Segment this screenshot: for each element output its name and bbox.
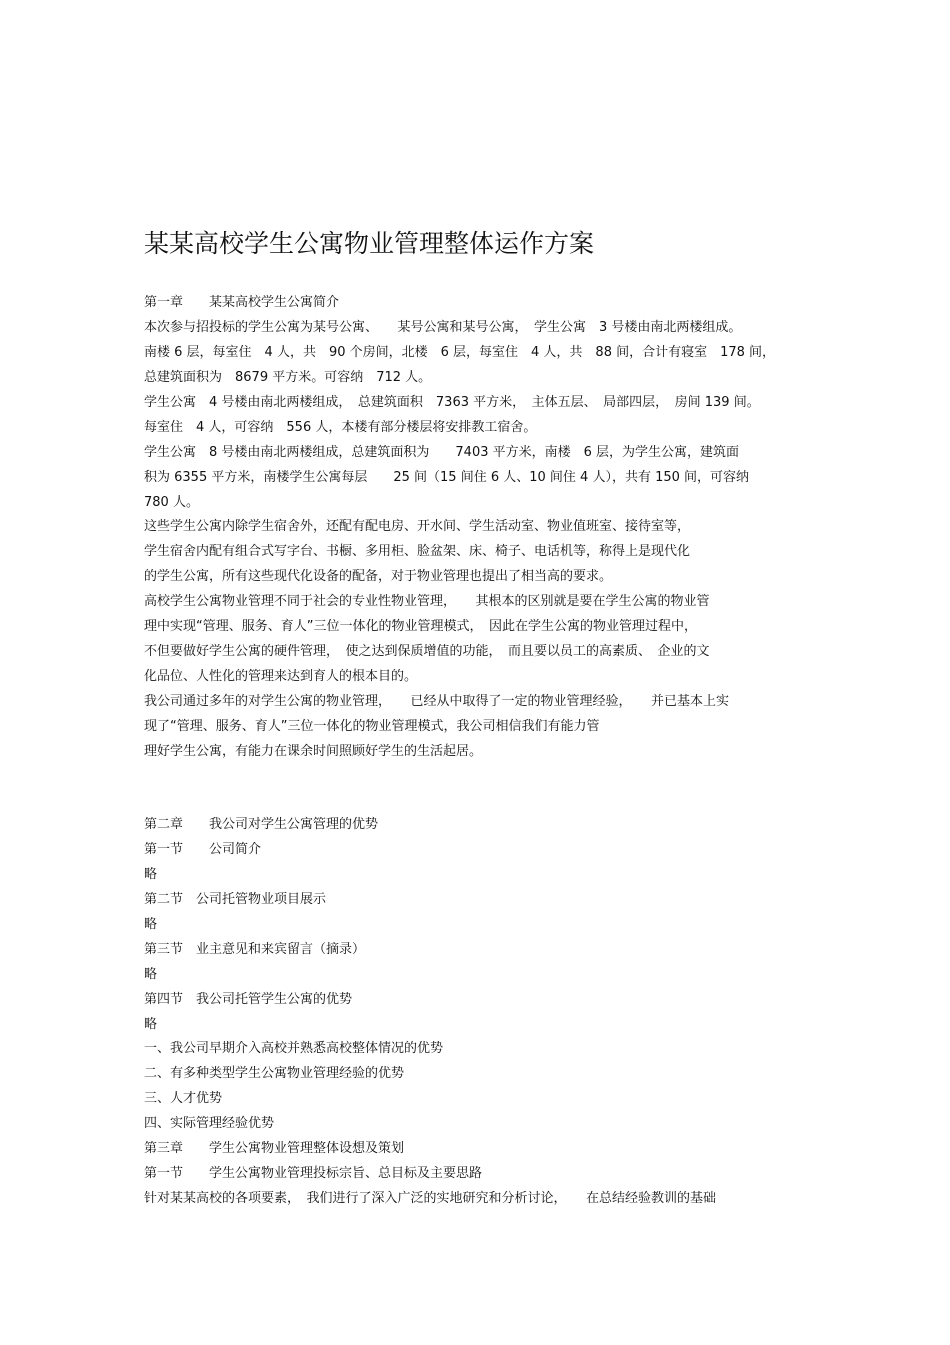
text-line: 780 人。 (144, 494, 199, 510)
text-line: 本次参与招投标的学生公寓为某号公寓、 某号公寓和某号公寓， 学生公寓 3 号楼由南北两楼组成。 (144, 319, 742, 335)
text-line: 第二章 我公司对学生公寓管理的优势 (144, 817, 379, 832)
text-line: 略 (144, 916, 158, 932)
text-line: 不但要做好学生公寓的硬件管理， 使之达到保质增值的功能， 而且要以员工的高素质、 企业的文 (144, 644, 710, 660)
text-line: 总建筑面积为 8679 平方米。可容纳 712 人。 (144, 369, 432, 385)
text-line: 的学生公寓，所有这些现代化设备的配备，对于物业管理也提出了相当高的要求。 (144, 569, 613, 585)
text-line: 第一章 某某高校学生公寓简介 (144, 295, 340, 310)
chapter-one-text (144, 291, 824, 765)
text-line: 第三节 业主意见和来宾留言（摘录） (144, 941, 366, 957)
text-line: 第一节 公司简介 (144, 841, 262, 857)
text-line: 我公司通过多年的对学生公寓的物业管理， 已经从中取得了一定的物业管理经验， 并已基本上实 (144, 694, 730, 709)
text-line: 学生宿舍内配有组合式写字台、书橱、多用柜、脸盆架、床、椅子、电话机等，称得上是现代化 (144, 544, 691, 560)
text-line: 针对某某高校的各项要素， 我们进行了深入广泛的实地研究和分析讨论， 在总结经验教训的基础 (144, 1191, 717, 1207)
chapter-two-three-text (144, 813, 824, 1212)
text-line: 第四节 我公司托管学生公寓的优势 (144, 991, 353, 1007)
text-line: 二、有多种类型学生公寓物业管理经验的优势 (144, 1066, 405, 1082)
text-line: 高校学生公寓物业管理不同于社会的专业性物业管理， 其根本的区别就是要在学生公寓的物业管 (144, 594, 710, 610)
text-line: 一、我公司早期介入高校并熟悉高校整体情况的优势 (144, 1041, 444, 1057)
document-title: 某某高校学生公寓物业管理整体运作方案 (144, 229, 595, 258)
text-line: 第二节 公司托管物业项目展示 (144, 891, 327, 907)
text-line: 三、人才优势 (144, 1091, 223, 1107)
text-line: 积为 6355 平方米，南楼学生公寓每层 25 间（15 间住 6 人、10 间住 4 人），共有 150 间，可容纳 (144, 469, 750, 485)
text-line: 理好学生公寓，有能力在课余时间照顾好学生的生活起居。 (144, 743, 483, 759)
text-line: 现了“管理、服务、育人”三位一体化的物业管理模式，我公司相信我们有能力管 (144, 718, 600, 734)
text-line: 略 (144, 966, 158, 982)
text-line: 四、实际管理经验优势 (144, 1116, 275, 1132)
text-line: 每室住 4 人，可容纳 556 人，本楼有部分楼层将安排教工宿舍。 (144, 419, 537, 435)
text-line: 这些学生公寓内除学生宿舍外，还配有配电房、开水间、学生活动室、物业值班室、接待室等， (144, 519, 691, 535)
text-line: 化品位、人性化的管理来达到育人的根本目的。 (144, 669, 418, 685)
text-line: 理中实现“管理、服务、育人”三位一体化的物业管理模式， 因此在学生公寓的物业管理过程中， (144, 619, 697, 635)
text-line: 略 (144, 866, 158, 882)
text-line: 南楼 6 层，每室住 4 人，共 90 个房间，北楼 6 层，每室住 4 人，共 88 间，合计有寝室 178 间， (144, 344, 776, 360)
text-line: 第三章 学生公寓物业管理整体设想及策划 (144, 1141, 405, 1157)
text-line: 略 (144, 1016, 158, 1032)
text-line: 第一节 学生公寓物业管理投标宗旨、总目标及主要思路 (144, 1166, 483, 1182)
text-line: 学生公寓 8 号楼由南北两楼组成，总建筑面积为 7403 平方米，南楼 6 层，为学生公寓，建筑面 (144, 444, 740, 460)
text-line: 学生公寓 4 号楼由南北两楼组成， 总建筑面积 7363 平方米， 主体五层、 局部四层， 房间 139 间。 (144, 394, 760, 410)
